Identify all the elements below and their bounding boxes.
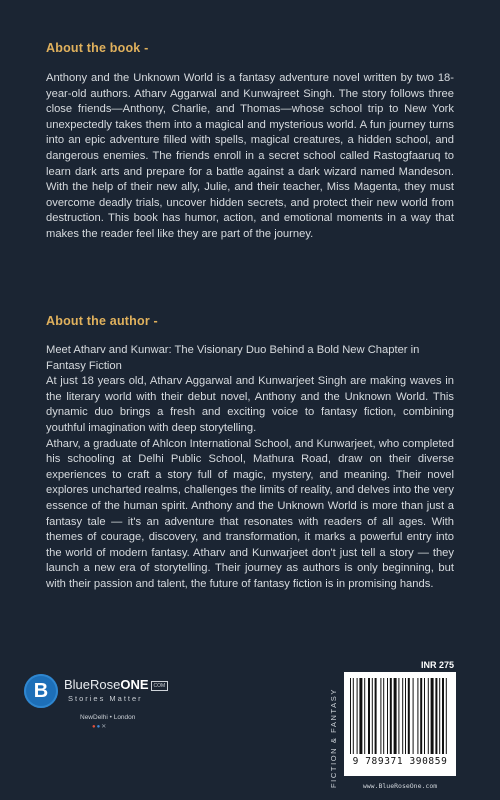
about-book-text (46, 71, 454, 243)
author-paragraph-2: Atharv, a graduate of Ahlcon International School, and Kunwarjeet, who completed his schooling at Delhi Public School, Mathura Road, draw on their diverse experiences to craft a story full of magic, mystery, and meaning. Their novel explores uncharted realms, challenges the limits of reality, and delves into the very essence of the human spirit. Anthony and the Unknown World is more than just a fantasy tale — it's an adventure that resonates with readers of all ages. With themes of courage, discovery, and transformation, it marks a powerful entry into the world of modern fantasy. Atharv and Kunwarjeet don't just tell a story — they launch a new era of storytelling. Their journey as authors is only beginning, but with their passion and talent, the future of fantasy fiction is in promising hands. (46, 437, 454, 590)
author-paragraph-1: At just 18 years old, Atharv Aggarwal and Kunwarjeet Singh are making waves in the literary world with their debut novel, Anthony and the Unknown World. This dynamic duo brings a fresh and exciting voice to fantasy fiction, combining youthful imagination with deep storytelling. (46, 375, 454, 434)
isbn-number: 9 789371 390859 (352, 756, 448, 767)
barcode-icon (350, 678, 450, 758)
about-book-heading: About the book - (46, 41, 149, 55)
about-author-heading: About the author - (46, 314, 158, 328)
about-author-text (46, 343, 454, 593)
isbn-barcode (344, 672, 456, 776)
about-book-paragraph: Anthony and the Unknown World is a fantasy adventure novel written by two 18-year-old authors. Atharv Aggarwal and Kunwajreet Singh. The story follows three close friends—Anthony, Charlie, and Thomas—whose school trip to New York unexpectedly takes them into a magical and mysterious world. A fun journey turns into an epic adventure filled with spells, magical creatures, a hidden school, and dangerous enemies. The friends enroll in a secret school called Rastogfaaruq to learn dark arts and prepare for a battle against a dark wizard named Mandeson. With the help of their new ally, Julie, and their teacher, Miss Magenta, they must overcome deadly trials, uncover hidden secrets, and protect their new world from destruction. This book has humor, action, and emotional moments in a way that makes the reader feel like they are part of the journey. (46, 72, 454, 240)
publisher-tagline: Stories Matter (68, 694, 143, 703)
publisher-website: www.BlueRoseOne.com (362, 782, 438, 790)
x-icon: ✕ (101, 724, 108, 730)
author-intro: Meet Atharv and Kunwar: The Visionary Duo Behind a Bold New Chapter in Fantasy Fiction (46, 344, 420, 372)
publisher-cities: NewDelhi • London (80, 714, 136, 721)
price-label: INR 275 (421, 660, 455, 670)
publisher-name (64, 677, 168, 692)
publisher-badge-icon: B (24, 674, 58, 708)
genre-label-wrap (328, 656, 340, 788)
publisher-tm: COM (151, 681, 169, 691)
genre-label: FICTION & FANTASY (329, 688, 338, 788)
instagram-icon: ● (92, 724, 97, 730)
facebook-icon: ● (96, 724, 102, 730)
publisher-name-part1: BlueRose (64, 677, 121, 692)
publisher-logo (24, 668, 224, 768)
social-icons (92, 723, 107, 730)
publisher-name-part2: ONE (120, 677, 149, 692)
